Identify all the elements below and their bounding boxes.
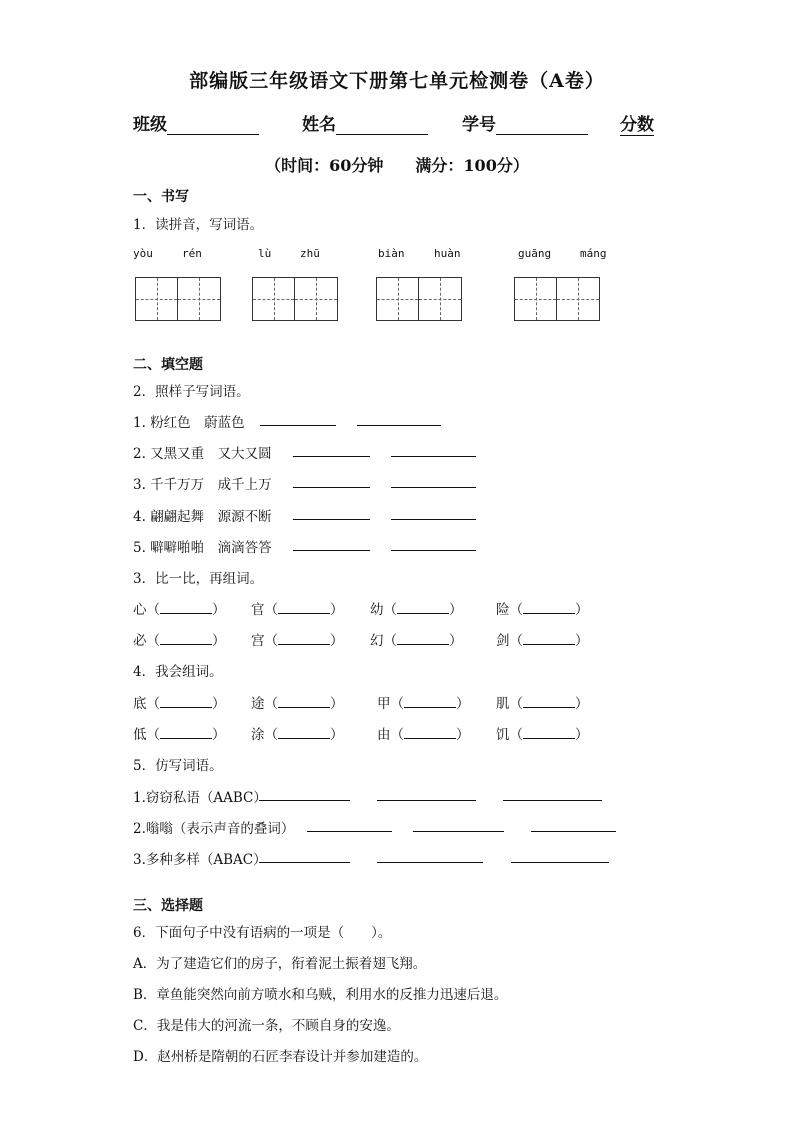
pinyin-4a: guāng <box>518 247 552 260</box>
score-label: 分数 <box>620 115 654 135</box>
name-field <box>302 110 428 135</box>
class-field <box>133 110 259 135</box>
question-3: 3．比一比，再组词。 <box>133 571 264 587</box>
question-4: 4．我会组词。 <box>133 664 223 680</box>
class-label: 班级 <box>133 115 167 135</box>
q5-blank-3c[interactable] <box>511 848 609 863</box>
q2-blank-2a[interactable] <box>293 442 370 457</box>
option-b[interactable]: B．章鱼能突然向前方喷水和乌贼，利用水的反推力迅速后退。 <box>133 987 508 1003</box>
q2-blank-1b[interactable] <box>357 411 441 426</box>
question-2: 2．照样子写词语。 <box>133 384 250 400</box>
pinyin-3a: biàn <box>378 247 405 260</box>
q4-char-2-4: 饥（ ） <box>496 727 589 743</box>
class-blank[interactable] <box>167 116 259 135</box>
name-label: 姓名 <box>302 115 336 135</box>
pinyin-4b: máng <box>580 247 607 260</box>
q3-char-1-1: 心（ ） <box>133 602 226 618</box>
q5-blank-3a[interactable] <box>259 848 350 863</box>
q3-char-2-1: 必（ ） <box>133 633 226 649</box>
q3-char-2-2: 宫（ ） <box>251 633 344 649</box>
time-info: （时间：60分钟 满分：100分） <box>265 156 529 175</box>
q2-item-3: 3. 千千万万 成千上万 <box>133 477 272 493</box>
question-1: 1．读拼音，写词语。 <box>133 217 264 233</box>
option-a[interactable]: A．为了建造它们的房子，衔着泥土振着翅飞翔。 <box>133 956 427 972</box>
q4-char-2-2: 涂（ ） <box>251 727 344 743</box>
pinyin-2b: zhū <box>300 247 320 260</box>
pinyin-3b: huàn <box>434 247 461 260</box>
q2-item-5: 5. 噼噼啪啪 滴滴答答 <box>133 540 272 556</box>
option-d[interactable]: D．赵州桥是隋朝的石匠李春设计并参加建造的。 <box>133 1049 428 1065</box>
q3-char-1-2: 官（ ） <box>251 602 344 618</box>
q3-char-1-4: 险（ ） <box>496 602 589 618</box>
section-1-title: 一、书写 <box>133 189 189 205</box>
q4-char-1-3: 甲（ ） <box>377 696 470 712</box>
pinyin-1a: yòu <box>133 247 153 260</box>
pinyin-1b: rén <box>182 247 202 260</box>
q5-blank-1b[interactable] <box>377 786 476 801</box>
q2-item-2: 2. 又黑又重 又大又圆 <box>133 446 272 462</box>
score-field <box>620 110 654 135</box>
q4-char-1-2: 途（ ） <box>251 696 344 712</box>
q4-char-2-1: 低（ ） <box>133 727 226 743</box>
writing-grid-4[interactable] <box>514 277 600 321</box>
q2-blank-2b[interactable] <box>391 442 476 457</box>
q2-item-4: 4. 翩翩起舞 源源不断 <box>133 509 272 525</box>
section-3-title: 三、选择题 <box>133 898 203 914</box>
option-c[interactable]: C．我是伟大的河流一条，不顾自身的安逸。 <box>133 1018 400 1034</box>
q2-blank-3a[interactable] <box>293 473 370 488</box>
q5-item-1: 1.窃窃私语（AABC） <box>133 790 267 806</box>
q4-char-2-3: 由（ ） <box>377 727 470 743</box>
question-5: 5．仿写词语。 <box>133 758 223 774</box>
q3-char-2-3: 幻（ ） <box>370 633 463 649</box>
writing-grid-2[interactable] <box>252 277 338 321</box>
q3-char-1-3: 幼（ ） <box>370 602 463 618</box>
q2-blank-4a[interactable] <box>293 505 370 520</box>
page-title: 部编版三年级语文下册第七单元检测卷（A卷） <box>189 70 605 92</box>
id-field <box>462 110 588 135</box>
q2-blank-5a[interactable] <box>293 536 370 551</box>
q5-blank-1a[interactable] <box>259 786 350 801</box>
q3-char-2-4: 剑（ ） <box>496 633 589 649</box>
writing-grid-1[interactable] <box>135 277 221 321</box>
q5-blank-2c[interactable] <box>531 817 616 832</box>
q5-blank-2a[interactable] <box>307 817 392 832</box>
q4-char-1-4: 肌（ ） <box>496 696 589 712</box>
q5-item-3: 3.多种多样（ABAC） <box>133 852 267 868</box>
id-label: 学号 <box>462 115 496 135</box>
q2-blank-4b[interactable] <box>391 505 476 520</box>
question-6: 6．下面句子中没有语病的一项是（ ）。 <box>133 925 392 941</box>
pinyin-2a: lù <box>258 247 272 260</box>
section-2-title: 二、填空题 <box>133 357 203 373</box>
q2-blank-3b[interactable] <box>391 473 476 488</box>
name-blank[interactable] <box>336 116 428 135</box>
id-blank[interactable] <box>496 116 588 135</box>
q5-blank-1c[interactable] <box>503 786 602 801</box>
q2-blank-5b[interactable] <box>391 536 476 551</box>
q5-item-2: 2.嗡嗡（表示声音的叠词） <box>133 821 295 837</box>
q5-blank-2b[interactable] <box>413 817 504 832</box>
q2-item-1: 1. 粉红色 蔚蓝色 <box>133 415 245 431</box>
writing-grid-3[interactable] <box>376 277 462 321</box>
q5-blank-3b[interactable] <box>377 848 483 863</box>
q4-char-1-1: 底（ ） <box>133 696 226 712</box>
q2-blank-1a[interactable] <box>260 411 336 426</box>
